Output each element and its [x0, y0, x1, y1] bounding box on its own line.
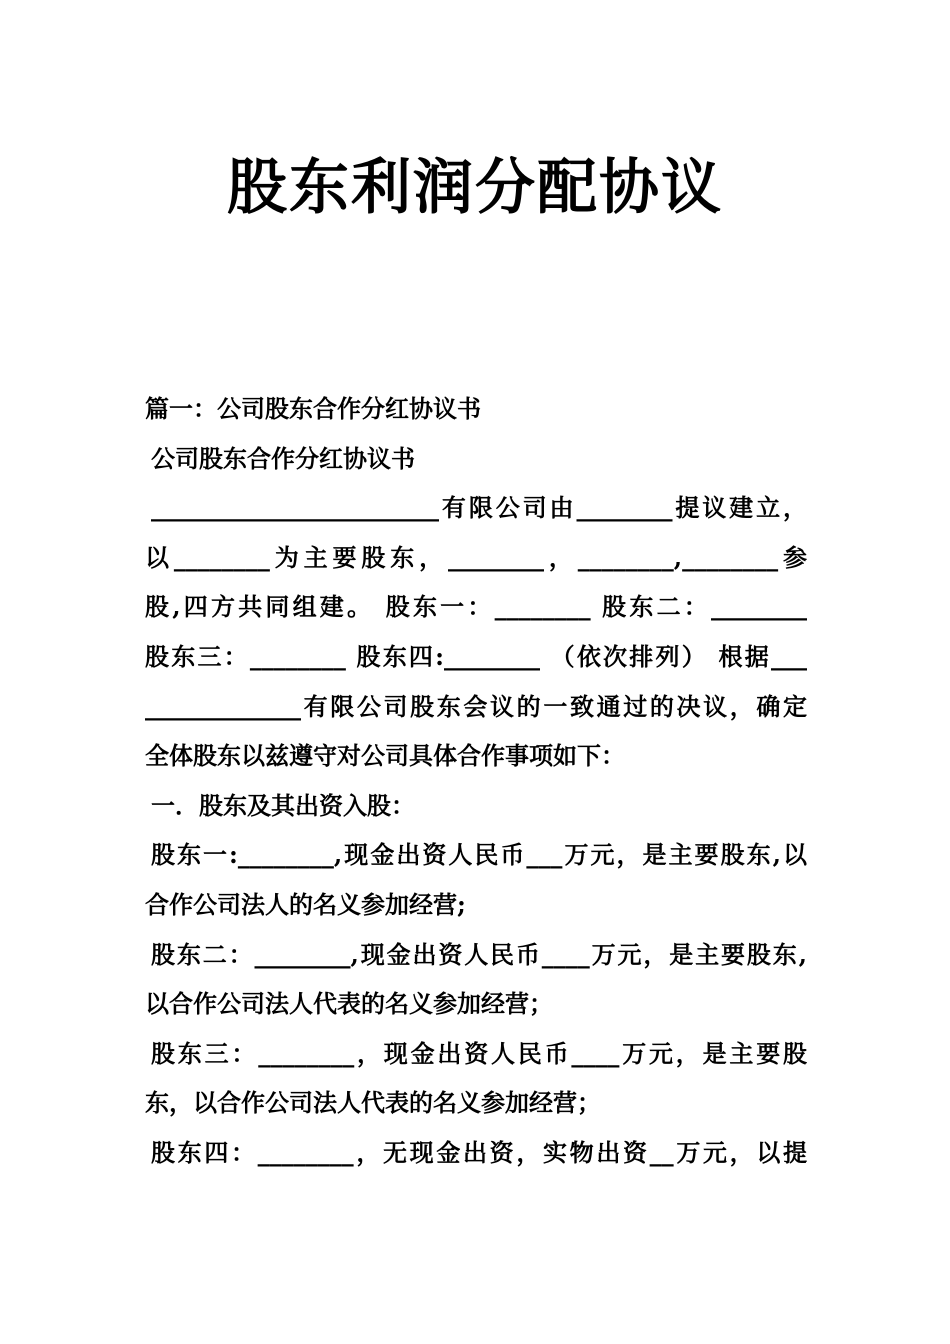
paragraph-line: ________________________有限公司由________提议建立， [151, 493, 807, 523]
clause-heading: 一．股东及其出资入股： [151, 790, 415, 820]
paragraph-line: 股,四方共同组建。 股东一：________ 股东二：________ [145, 592, 807, 622]
paragraph-line: 全体股东以兹遵守对公司具体合作事项如下： [145, 741, 625, 771]
paragraph-line: _____________有限公司股东会议的一致通过的决议，确定 [145, 691, 807, 721]
subtitle-line: 公司股东合作分红协议书 [151, 443, 415, 473]
section-heading: 篇一：公司股东合作分红协议书 [145, 394, 481, 423]
document-title: 股东利润分配协议 [227, 153, 723, 223]
paragraph-line: 以________为主要股东，________，________,________参 [145, 542, 807, 572]
paragraph-line: 东，以合作公司法人代表的名义参加经营； [145, 1088, 601, 1118]
paragraph-line: 股东二：________,现金出资人民币____万元，是主要股东, [151, 939, 807, 969]
paragraph-line: 以合作公司法人代表的名义参加经营； [145, 989, 553, 1019]
paragraph-line: 股东一:________,现金出资人民币___万元，是主要股东,以 [151, 840, 807, 870]
paragraph-line: 合作公司法人的名义参加经营; [145, 889, 466, 919]
paragraph-line: 股东三：________ 股东四:________ （依次排列） 根据___ [145, 641, 807, 671]
paragraph-line: 股东四：________，无现金出资，实物出资__万元，以提 [151, 1137, 807, 1167]
paragraph-line: 股东三：________，现金出资人民币____万元，是主要股 [151, 1038, 807, 1068]
document-body [145, 384, 807, 1178]
